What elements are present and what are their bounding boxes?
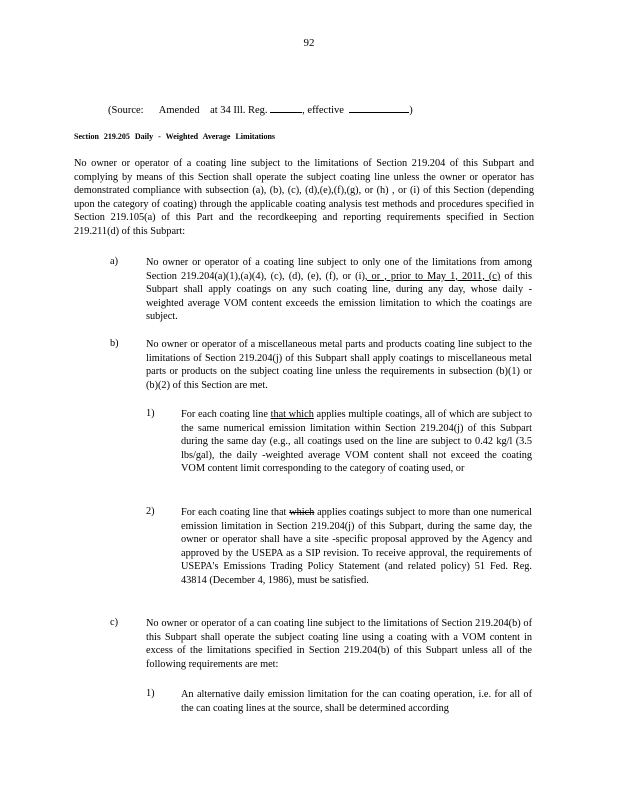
page-number: 92 xyxy=(303,37,315,49)
item-b-text: No owner or operator of a miscellaneous metal parts and products coating line subject to the limitations of Section 219.204(j) of this Subpart shall apply coatings to miscellaneous metal parts or products on the subject coating line unless the requirements in subsection (b)(1) or (b)(2) of this Section are met. xyxy=(146,339,532,391)
item-c-text: No owner or operator of a can coating line subject to the limitations of Section 219.204(b) of this Subpart shall operate the subject coating line using a coating with a VOM content in excess of the limitations specified in Section 219.204(b) of this Subpart unless all of the following requirements are met: xyxy=(146,618,532,670)
item-a-inserted: , or , prior to May 1, 2011, (c) xyxy=(364,270,501,282)
source-prefix: (Source: xyxy=(108,105,144,116)
source-amended: Amended xyxy=(158,105,200,116)
item-b2-deleted: which xyxy=(289,507,315,518)
item-b1-text xyxy=(181,408,532,476)
item-a-text-2: of this Subpart shall apply coatings on any such coating line, during any day, whose daily - weighted average VOM content exceeds the emission limitation to which the coatings are subject. xyxy=(146,270,532,323)
source-note xyxy=(108,102,413,116)
section-heading: Section 219.205 Daily - Weighted Average Limitations xyxy=(74,132,276,141)
item-b1-text-2: applies multiple coatings, all of which are subject to the same numerical emission limitation within Section 219.204(j) of this Subpart during the same day (e.g., all coatings used on the line are subject to 0.42 kg/l (3.5 lbs/gal), the daily -weighted average VOM content shall not exceed the coating VOM content limit corresponding to the category of coating used, or xyxy=(181,409,532,475)
source-effective: , effective xyxy=(302,105,344,116)
register-blank xyxy=(270,102,302,113)
item-b1-inserted: that which xyxy=(270,409,314,420)
item-b2-text-1: For each coating line that xyxy=(181,507,290,518)
item-c-label: c) xyxy=(110,617,118,628)
effective-blank xyxy=(349,102,409,113)
item-b-label: b) xyxy=(110,338,119,349)
source-close: ) xyxy=(409,105,413,116)
item-b2-label: 2) xyxy=(146,506,155,517)
item-a-text-1: No owner or operator of a coating line subject to only one of the limitations from among Section 219.204(a)(1),(a)(4), (c), (d), (e), (f), or (i) xyxy=(146,257,532,282)
item-b1-text-1: For each coating line xyxy=(181,409,271,420)
source-register: at 34 Ill. Reg. xyxy=(210,105,268,116)
item-b1-label: 1) xyxy=(146,408,155,419)
item-b2-text-2: applies coatings subject to more than one numerical emission limitation in Section 219.204(j) of this Subpart, during the same day, the owner or operator shall have a site -specific proposal approved by the Agency and approved by the USEPA as a SIP revision. To receive approval, the requirements of USEPA's Emissions Trading Policy Statement (and related policy) 51 Fed. Reg. 43814 (December 4, 1986), must be satisfied. xyxy=(181,507,532,586)
intro-paragraph: No owner or operator of a coating line subject to the limitations of Section 219.204 of this Subpart and complying by means of this Section shall operate the subject coating line unless the owner or operator has demonstrated compliance with subsection (a), (b), (c), (d),(e),(f),(g), or (h) , or (i) of this Section (depending upon the category of coating) through the applicable coating analysis test methods and procedures specified in Section 219.105(a) of this Part and the recordkeeping and reporting requirements specified in Section 219.211(d) of this Subpart: xyxy=(74,158,534,237)
item-c1-label: 1) xyxy=(146,688,155,699)
item-b2-text xyxy=(181,506,532,588)
item-a-label: a) xyxy=(110,256,118,267)
item-a-text xyxy=(146,256,532,324)
item-c1-text: An alternative daily emission limitation for the can coating operation, i.e. for all of the can coating lines at the source, shall be determined according xyxy=(181,689,532,714)
